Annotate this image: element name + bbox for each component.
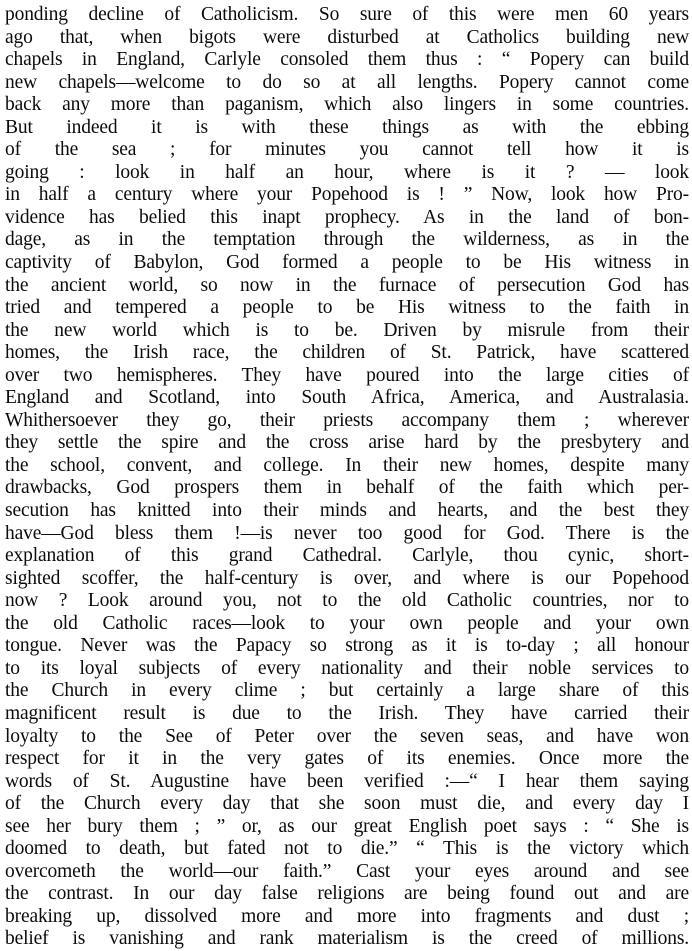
text-line: secution has knitted into their minds and hearts, and the best they <box>5 500 689 522</box>
text-line: over two hemispheres. They have poured into the large cities of <box>5 364 689 386</box>
text-line: ago that, when bigots were disturbed at Catholics building new <box>5 26 689 48</box>
text-line: have—God bless them !—is never too good for God. There is the <box>5 522 689 544</box>
text-line: loyalty to the See of Peter over the seven seas, and have won <box>5 725 689 747</box>
text-line: they settle the spire and the cross arise hard by the presbytery and <box>5 432 689 454</box>
text-line: going : look in half an hour, where is it ? — look <box>5 161 689 183</box>
text-line: tried and tempered a people to be His witness to the faith in <box>5 297 689 319</box>
text-line: of the sea ; for minutes you cannot tell how it is <box>5 139 689 161</box>
text-line: new chapels—welcome to do so at all lengths. Popery cannot come <box>5 71 689 93</box>
text-line: chapels in England, Carlyle consoled them thus : “ Popery can build <box>5 49 689 71</box>
text-line: explanation of this grand Cathedral. Carlyle, thou cynic, short- <box>5 545 689 567</box>
text-line: the new world which is to be. Driven by misrule from their <box>5 319 689 341</box>
text-line: the ancient world, so now in the furnace of persecution God has <box>5 274 689 296</box>
text-line: breaking up, dissolved more and more into fragments and dust ; <box>5 905 689 927</box>
article-text <box>5 4 689 951</box>
text-line: sighted scoffer, the half-century is over, and where is our Popehood <box>5 567 689 589</box>
text-line: captivity of Babylon, God formed a people to be His witness in <box>5 252 689 274</box>
text-line: words of St. Augustine have been verified :—“ I hear them saying <box>5 770 689 792</box>
text-line: doomed to death, but fated not to die.” “ This is the victory which <box>5 838 689 860</box>
text-line: vidence has belied this inapt prophecy. As in the land of bon- <box>5 206 689 228</box>
text-line: the old Catholic races—look to your own people and your own <box>5 612 689 634</box>
text-line: the contrast. In our day false religions are being found out and are <box>5 883 689 905</box>
text-line: the Church in every clime ; but certainly a large share of this <box>5 680 689 702</box>
text-line: Whithersoever they go, their priests accompany them ; wherever <box>5 409 689 431</box>
text-line: now ? Look around you, not to the old Catholic countries, nor to <box>5 590 689 612</box>
text-line: drawbacks, God prospers them in behalf of the faith which per- <box>5 477 689 499</box>
text-line: of the Church every day that she soon must die, and every day I <box>5 793 689 815</box>
text-line: ponding decline of Catholicism. So sure of this were men 60 years <box>5 4 689 25</box>
text-line: overcometh the world—our faith.” Cast your eyes around and see <box>5 860 689 882</box>
text-line: England and Scotland, into South Africa, America, and Australasia. <box>5 387 689 409</box>
text-line: see her bury them ; ” or, as our great English poet says : “ She is <box>5 815 689 837</box>
text-line: magnificent result is due to the Irish. They have carried their <box>5 702 689 724</box>
text-line: belief is vanishing and rank materialism is the creed of millions. <box>5 928 689 950</box>
text-line: tongue. Never was the Papacy so strong as it is to-day ; all honour <box>5 635 689 657</box>
text-line: homes, the Irish race, the children of St. Patrick, have scattered <box>5 342 689 364</box>
text-line: back any more than paganism, which also lingers in some countries. <box>5 94 689 116</box>
text-line: dage, as in the temptation through the wilderness, as in the <box>5 229 689 251</box>
text-line: the school, convent, and college. In their new homes, despite many <box>5 454 689 476</box>
text-line: But indeed it is with these things as with the ebbing <box>5 116 689 138</box>
text-line: to its loyal subjects of every nationality and their noble services to <box>5 657 689 679</box>
text-line: in half a century where your Popehood is ! ” Now, look how Pro- <box>5 184 689 206</box>
text-line: respect for it in the very gates of its enemies. Once more the <box>5 748 689 770</box>
